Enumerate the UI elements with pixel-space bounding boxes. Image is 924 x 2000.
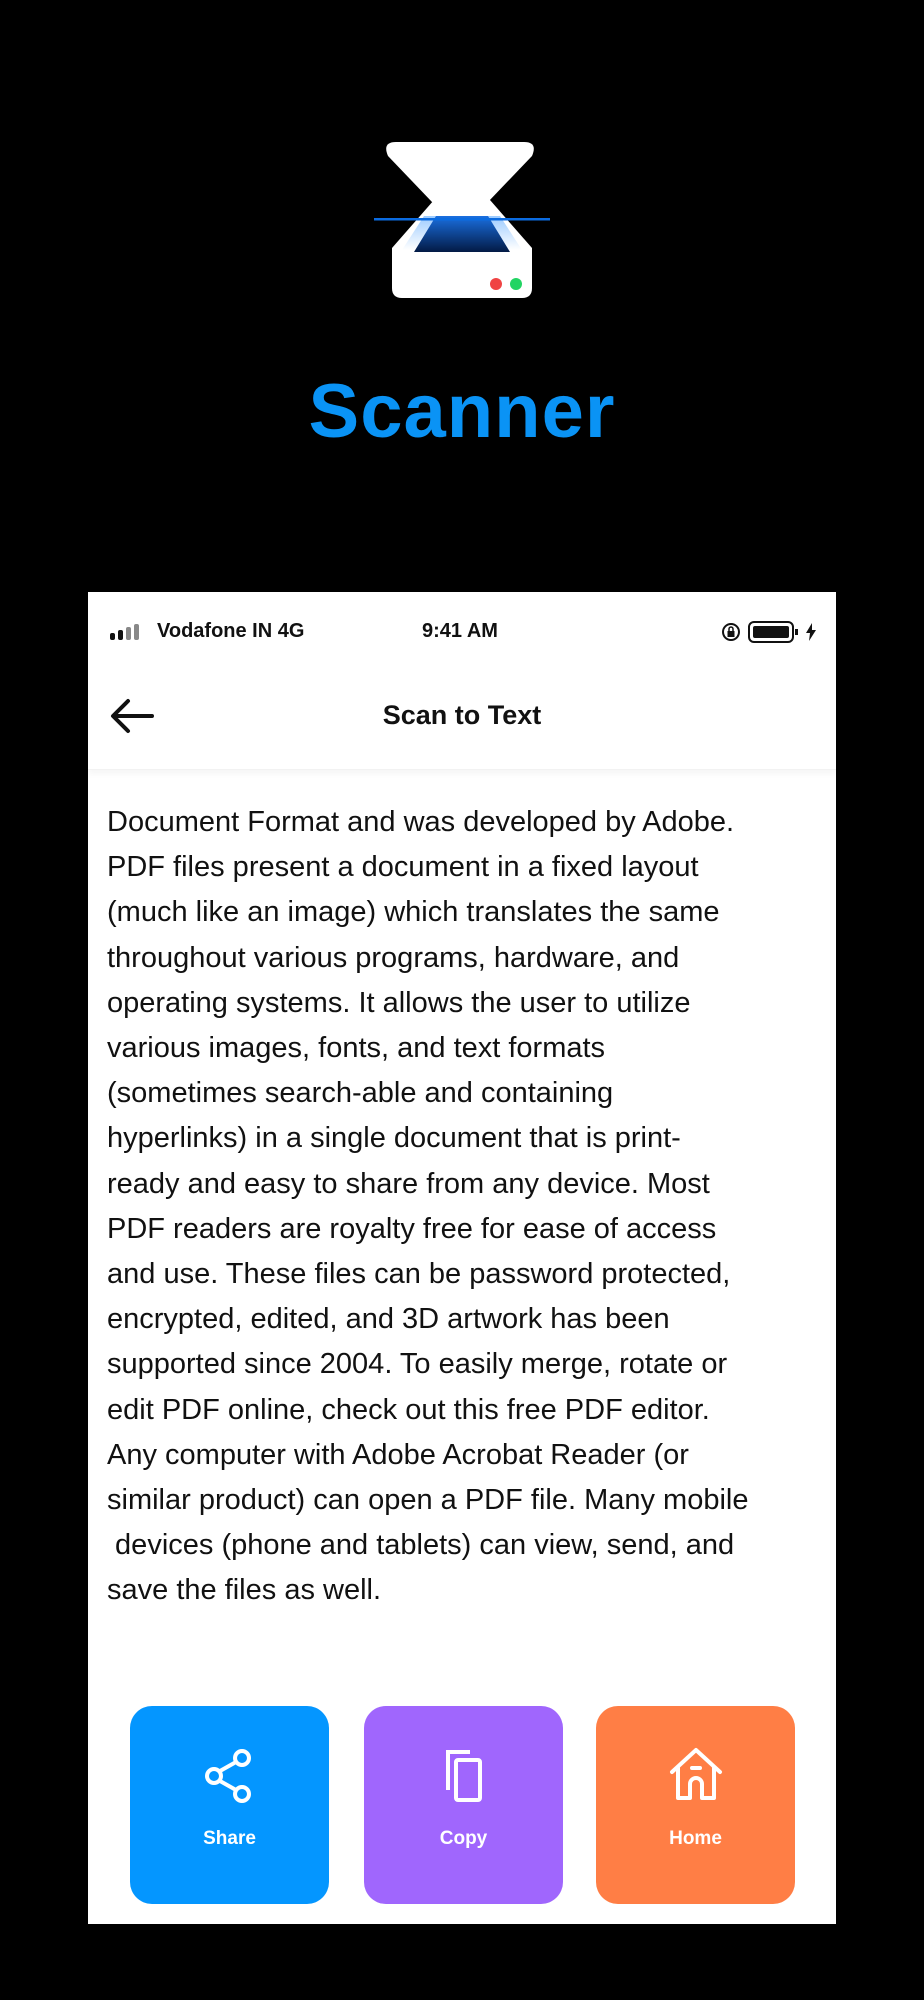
scanner-logo-icon bbox=[374, 138, 550, 304]
text-line: and use. These files can be password protected, bbox=[107, 1258, 731, 1291]
app-header bbox=[88, 664, 836, 770]
text-line: save the files as well. bbox=[107, 1574, 382, 1607]
text-line: edit PDF online, check out this free PDF editor. bbox=[107, 1393, 710, 1426]
text-line: ready and easy to share from any device. Most bbox=[107, 1167, 710, 1200]
copy-icon bbox=[436, 1746, 492, 1806]
clock: 9:41 AM bbox=[422, 620, 498, 642]
text-line: encrypted, edited, and 3D artwork has been bbox=[107, 1303, 670, 1336]
charging-icon bbox=[806, 623, 816, 641]
rotation-lock-icon bbox=[720, 621, 742, 643]
text-line: Any computer with Adobe Acrobat Reader (or bbox=[107, 1438, 689, 1471]
text-line: (much like an image) which translates the same bbox=[107, 896, 720, 929]
app-title: Scanner bbox=[308, 369, 616, 454]
battery-icon bbox=[748, 620, 800, 644]
text-line: PDF files present a document in a fixed layout bbox=[107, 851, 699, 884]
copy-label: Copy bbox=[439, 1828, 488, 1849]
scanned-text[interactable] bbox=[107, 800, 820, 1614]
home-icon bbox=[668, 1746, 724, 1806]
copy-button[interactable] bbox=[364, 1706, 563, 1904]
home-button[interactable] bbox=[596, 1706, 795, 1904]
text-line: PDF readers are royalty free for ease of access bbox=[107, 1212, 717, 1245]
text-line: various images, fonts, and text formats bbox=[107, 1032, 606, 1065]
text-line: Document Format and was developed by Adobe. bbox=[107, 806, 735, 838]
carrier-label: Vodafone IN 4G bbox=[157, 620, 305, 642]
signal-icon bbox=[110, 624, 139, 640]
text-line: similar product) can open a PDF file. Many mobile bbox=[107, 1484, 749, 1517]
phone-screen bbox=[88, 592, 836, 1924]
home-label: Home bbox=[669, 1828, 722, 1849]
text-line: operating systems. It allows the user to utilize bbox=[107, 986, 691, 1019]
status-bar bbox=[88, 616, 836, 650]
share-label: Share bbox=[203, 1828, 256, 1849]
text-line: supported since 2004. To easily merge, rotate or bbox=[107, 1348, 728, 1381]
text-line: (sometimes search-able and containing bbox=[107, 1077, 614, 1110]
text-line: devices (phone and tablets) can view, send, and bbox=[107, 1529, 735, 1562]
text-line: hyperlinks) in a single document that is print- bbox=[107, 1122, 681, 1155]
share-button[interactable] bbox=[130, 1706, 329, 1904]
text-line: throughout various programs, hardware, and bbox=[107, 941, 680, 974]
share-icon bbox=[202, 1746, 258, 1806]
page-title: Scan to Text bbox=[382, 700, 542, 730]
